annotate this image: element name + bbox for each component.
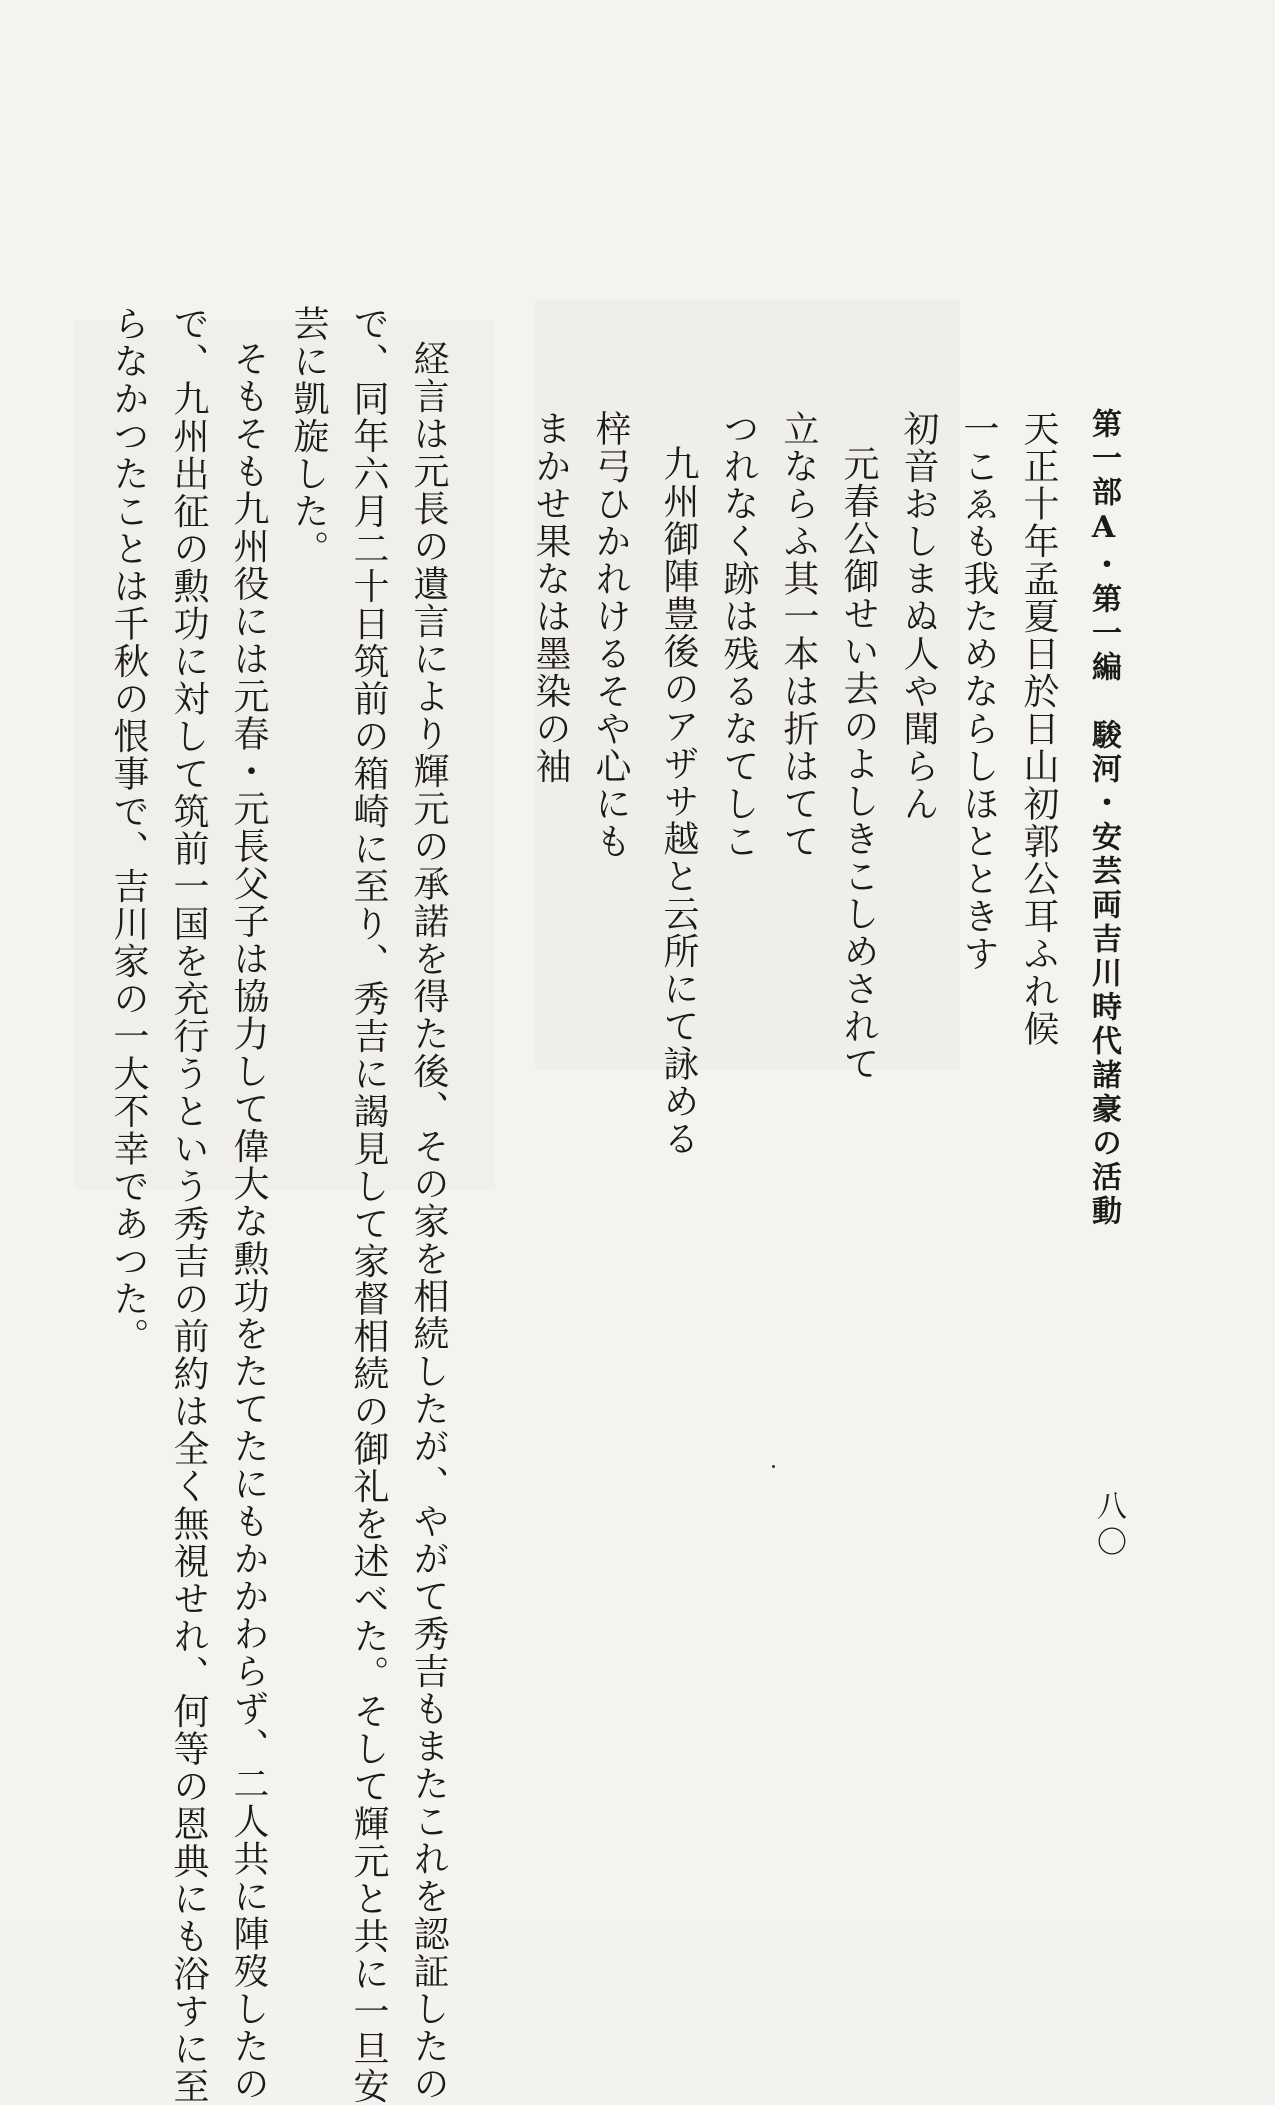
poem-line: つれなく跡は残るなてしこ bbox=[718, 410, 759, 860]
prose-line: で、同年六月二十日筑前の箱崎に至り、秀吉に謁見して家督相続の御礼を述べた。そして輝元と共に一旦安 bbox=[348, 305, 389, 2105]
poem-line: 天正十年孟夏日於日山初郭公耳ふれ候 bbox=[1018, 410, 1059, 1048]
running-header: 第一部A・第一編 駿河・安芸両吉川時代諸豪の活動 bbox=[1086, 408, 1121, 1229]
page-number: 八〇 bbox=[1091, 1490, 1126, 1562]
poem-line: 立ならふ其一本は折はてて bbox=[778, 410, 819, 860]
prose-line: 経言は元長の遺言により輝元の承諾を得た後、その家を相続したが、やがて秀吉もまたこれを認証したの bbox=[408, 340, 449, 2103]
poem-line: 梓弓ひかれけるそや心にも bbox=[590, 410, 631, 860]
poem-line: 一こゑも我ためならしほとときす bbox=[958, 410, 999, 973]
prose-line: 芸に凱旋した。 bbox=[288, 305, 329, 568]
prose-line: らなかつたことは千秋の恨事で、吉川家の一大不幸であつた。 bbox=[108, 305, 149, 1355]
prose-line: で、九州出征の勲功に対して筑前一国を充行うという秀吉の前約は全く無視せれ、何等の恩典にも浴すに至 bbox=[168, 305, 209, 2105]
poem-line: 元春公御せい去のよしきこしめされて bbox=[838, 445, 879, 1083]
paper-speck bbox=[772, 1465, 775, 1468]
prose-line: そもそも九州役には元春・元長父子は協力して偉大な勲功をたてたにもかかわらず、二人共に陣歿したの bbox=[228, 340, 269, 2103]
poem-line: まかせ果なは墨染の袖 bbox=[530, 410, 571, 785]
poem-line: 初音おしまぬ人や聞らん bbox=[898, 410, 939, 823]
poem-line: 九州御陣豊後のアザサ越と云所にて詠める bbox=[658, 445, 699, 1158]
